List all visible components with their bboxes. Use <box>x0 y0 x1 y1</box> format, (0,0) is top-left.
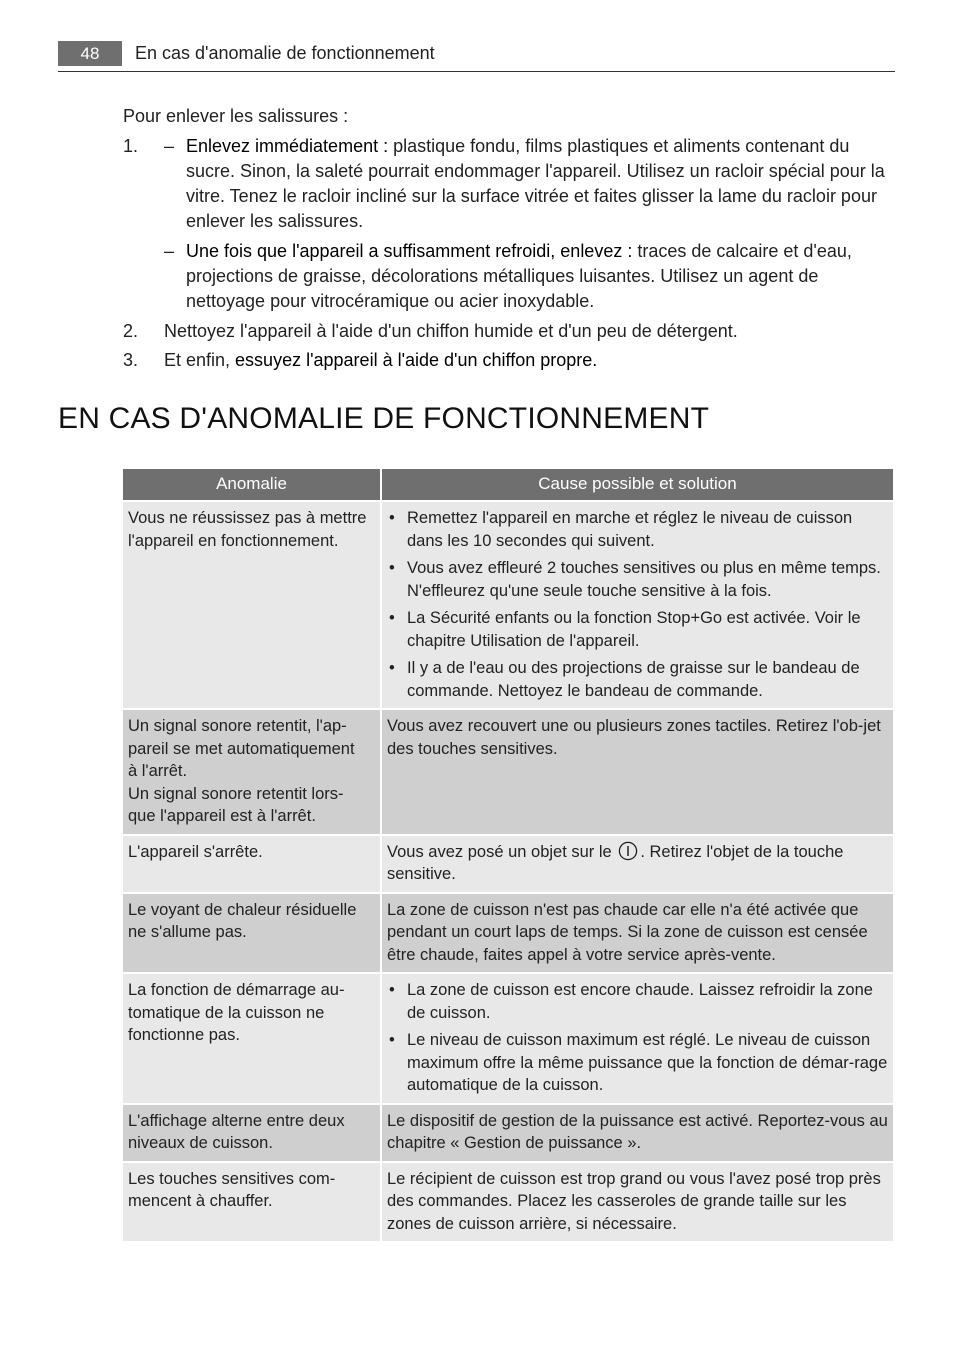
sub-bold: Une fois que l'appareil a suffisamment refroidi, enlevez : <box>186 241 633 261</box>
troubleshooting-table <box>121 467 895 1243</box>
problem-cell: Vous ne réussissez pas à mettre l'appareil en fonctionnement. <box>123 502 380 708</box>
step-1-sub-1 <box>164 134 893 234</box>
sub-text: traces de calcaire et d'eau, projections de graisse, décolorations métalliques luisantes. Utilisez un agent de nettoyage pour vitrocéramique ou acier inoxydable. <box>186 241 852 311</box>
bullet-dot: • <box>389 981 395 999</box>
step-3 <box>123 348 893 373</box>
bullet-text: La zone de cuisson est encore chaude. Laissez refroidir la zone de cuisson. <box>407 981 873 1022</box>
sub-text: plastique fondu, films plastiques et aliments contenant du sucre. Sinon, la saleté pourrait endommager l'appareil. Utilisez un racloir spécial pour la vitre. Tenez le racloir incliné sur la surface vitrée et faites glisser la lame du racloir pour enlever les salissures. <box>186 136 885 231</box>
bullet-text: Il y a de l'eau ou des projections de graisse sur le bandeau de commande. Nettoyez le bandeau de commande. <box>407 659 860 700</box>
section-title: EN CAS D'ANOMALIE DE FONCTIONNEMENT <box>58 402 710 435</box>
table-row <box>123 502 893 708</box>
table-row <box>123 974 893 1103</box>
bullet-dot: • <box>389 659 395 677</box>
solution-bullets <box>387 507 888 702</box>
solution-cell: Vous avez recouvert une ou plusieurs zones tactiles. Retirez l'ob-jet des touches sensitives. <box>382 710 893 834</box>
step-bold: essuyez l'appareil à l'aide d'un chiffon propre. <box>235 350 598 370</box>
step-number: 1. <box>123 136 139 156</box>
dash: – <box>164 241 175 261</box>
problem-line: Un signal sonore retentit, l'ap- <box>128 717 347 735</box>
table-row <box>123 1105 893 1161</box>
bullet-text: Remettez l'appareil en marche et réglez le niveau de cuisson dans les 10 secondes qui suivent. <box>407 509 853 550</box>
step-1 <box>123 134 893 314</box>
problem-cell <box>123 710 380 834</box>
solution-text: Vous avez posé un objet sur le <box>387 842 612 861</box>
step-1-sub-2 <box>164 239 893 314</box>
bullet-dot: • <box>389 559 395 577</box>
table-row <box>123 894 893 973</box>
problem-cell: Le voyant de chaleur résiduelle ne s'allume pas. <box>123 894 380 973</box>
running-title: En cas d'anomalie de fonctionnement <box>135 43 435 63</box>
problem-line: Un signal sonore retentit lors- <box>128 784 344 803</box>
bullet-item <box>387 1029 888 1097</box>
table-row <box>123 836 893 892</box>
problem-line: tomatique de la cuisson ne <box>128 1003 325 1022</box>
problem-cell <box>123 974 380 1103</box>
problem-line: mencent à chauffer. <box>128 1192 273 1210</box>
problem-line: à l'arrêt. <box>128 762 188 780</box>
solution-cell <box>382 502 893 708</box>
bullet-dot: • <box>389 1031 395 1049</box>
problem-cell <box>123 1163 380 1242</box>
solution-bullets <box>387 979 888 1097</box>
bullet-item <box>387 557 888 602</box>
problem-line: fonctionne pas. <box>128 1026 240 1044</box>
solution-cell <box>382 974 893 1103</box>
bullet-text: Vous avez effleuré 2 touches sensitives ou plus en même temps. N'effleurez qu'une seule touche sensitive à la fois. <box>407 559 881 600</box>
step-text: Nettoyez l'appareil à l'aide d'un chiffon humide et d'un peu de détergent. <box>164 321 738 341</box>
problem-line: Les touches sensitives com- <box>128 1169 336 1188</box>
step-text: Et enfin, <box>164 350 236 370</box>
step-2 <box>123 319 893 344</box>
cleaning-instructions <box>123 104 893 377</box>
table-row <box>123 1163 893 1242</box>
sub-bold: Enlevez immédiatement : <box>186 136 389 156</box>
bullet-item <box>387 507 888 552</box>
steps-list <box>123 134 893 373</box>
problem-line: que l'appareil est à l'arrêt. <box>128 807 316 825</box>
page-number: 48 <box>58 41 122 66</box>
dash: – <box>164 136 175 156</box>
column-header-solution: Cause possible et solution <box>382 469 893 500</box>
column-header-problem: Anomalie <box>123 469 380 500</box>
bullet-dot: • <box>389 509 395 527</box>
bullet-text: Le niveau de cuisson maximum est réglé. Le niveau de cuisson maximum offre la même puissance que la fonction de démar-rage automatique de la cuisson. <box>407 1031 888 1094</box>
problem-cell: L'affichage alterne entre deux niveaux de cuisson. <box>123 1105 380 1161</box>
table-row <box>123 710 893 834</box>
bullet-item <box>387 979 888 1024</box>
solution-cell: Le récipient de cuisson est trop grand ou vous l'avez posé trop près des commandes. Placez les casseroles de grande taille sur les zones de cuisson arrière, si nécessaire. <box>382 1163 893 1242</box>
bullet-text: La Sécurité enfants ou la fonction Stop+Go est activée. Voir le chapitre Utilisation de l'appareil. <box>407 609 861 650</box>
power-icon <box>618 841 638 861</box>
bullet-item <box>387 657 888 702</box>
solution-text: . Retirez l'objet de la touche sensitive. <box>387 842 844 883</box>
table-header-row <box>123 469 893 500</box>
bullet-item <box>387 607 888 652</box>
solution-cell: La zone de cuisson n'est pas chaude car elle n'a été activée que pendant un court laps de temps. Si la zone de cuisson est censée être chaude, faites appel à votre service après-vente. <box>382 894 893 973</box>
intro-lead: Pour enlever les salissures : <box>123 106 349 126</box>
problem-line: La fonction de démarrage au- <box>128 981 345 999</box>
bullet-dot: • <box>389 609 395 627</box>
page-header <box>58 38 895 72</box>
step-number: 2. <box>123 321 139 341</box>
step-number: 3. <box>123 350 139 370</box>
problem-cell: L'appareil s'arrête. <box>123 836 380 892</box>
solution-cell <box>382 836 893 892</box>
problem-line: pareil se met automatiquement <box>128 739 355 758</box>
solution-cell: Le dispositif de gestion de la puissance est activé. Reportez-vous au chapitre « Gestion de puissance ». <box>382 1105 893 1161</box>
